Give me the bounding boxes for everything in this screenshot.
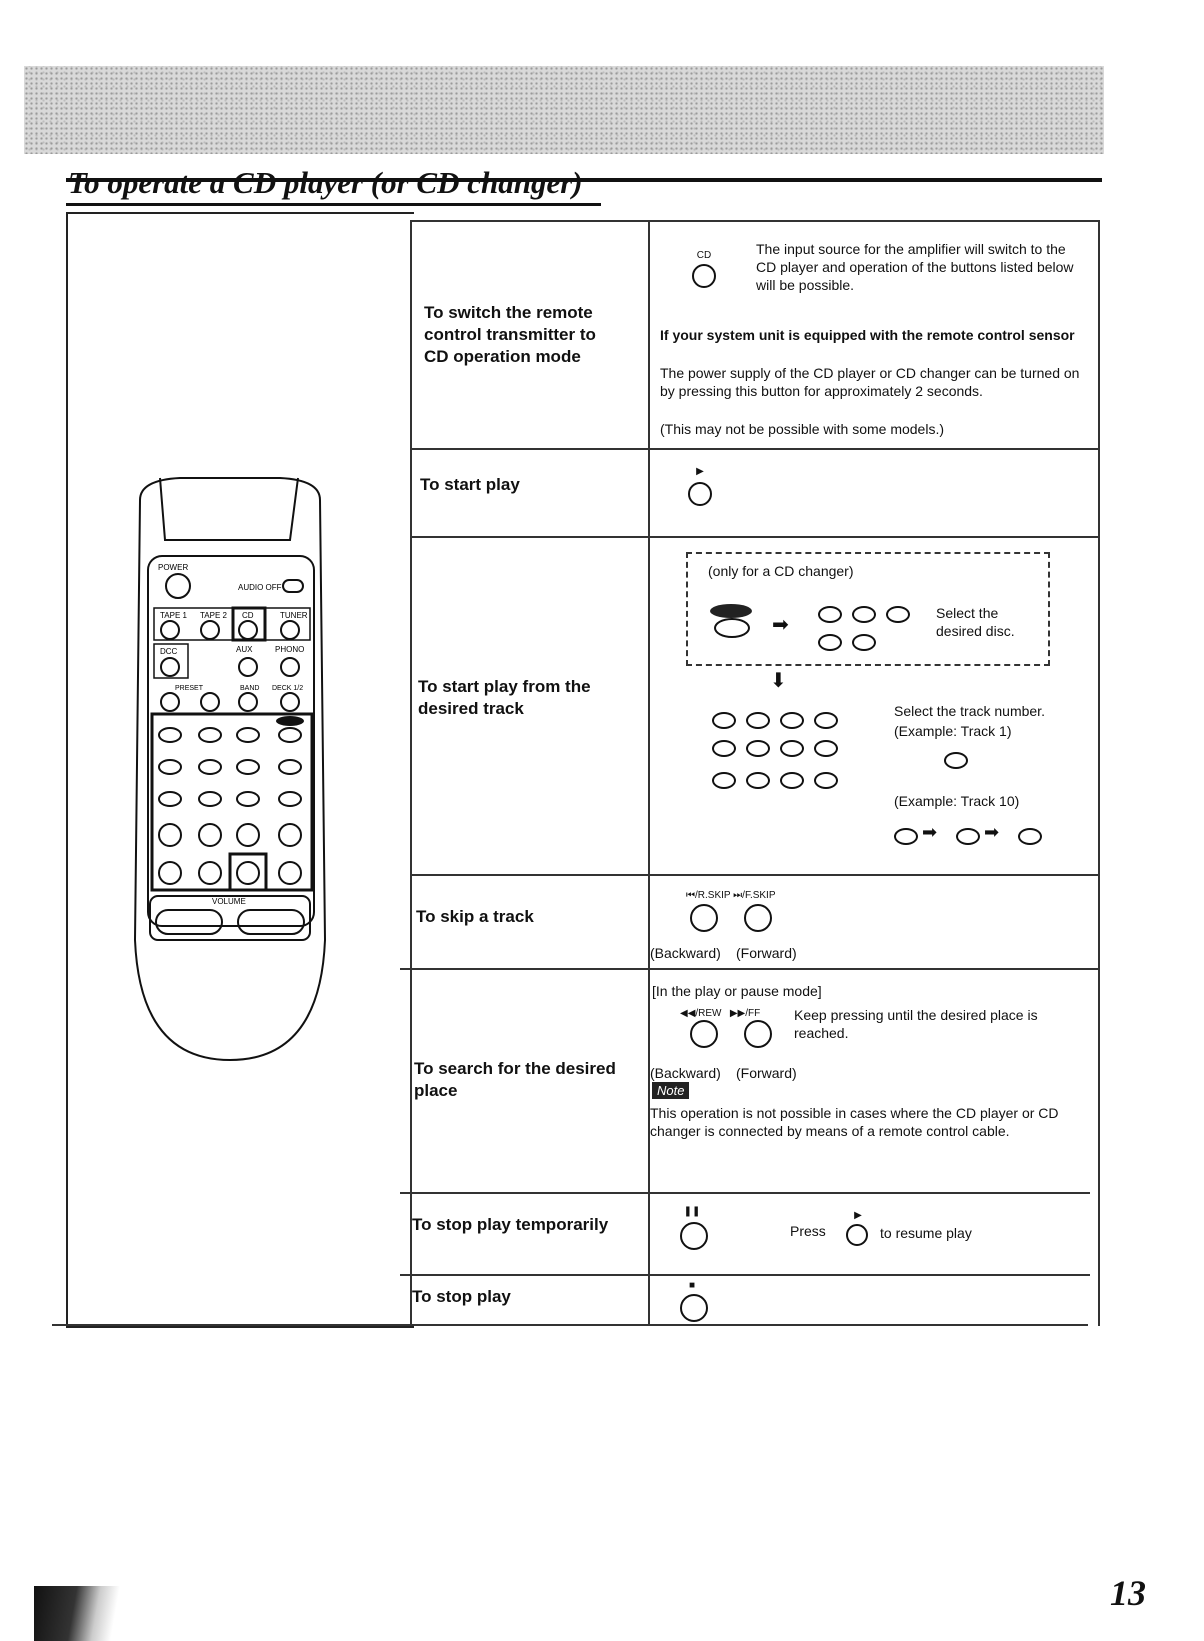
skip-forward-label: (Forward): [736, 945, 797, 961]
svg-text:AUDIO OFF: AUDIO OFF: [238, 583, 282, 592]
search-key-labels: ◀◀/REW ▶▶/FF: [680, 1008, 761, 1019]
arrow-right-icon: ➡: [922, 822, 938, 842]
row-label-pause: To stop play temporarily: [412, 1215, 609, 1234]
disc-key-2: [852, 606, 876, 623]
stop-button-icon: [680, 1294, 708, 1322]
column-divider: [410, 220, 412, 1326]
search-note: This operation is not possible in cases where the CD player or CD changer is connected by means of a remote control cable.: [650, 1105, 1059, 1139]
cd-mode-intro: The input source for the amplifier will switch to the CD player and operation of the buttons listed below will be possible.: [756, 241, 1074, 293]
bottom-border: [52, 1324, 1088, 1326]
track-key-6: [780, 740, 804, 757]
track-key-3: [780, 712, 804, 729]
track-key-7: [712, 772, 736, 789]
resume-play-icon: [846, 1224, 868, 1246]
pause-button-icon: [680, 1222, 708, 1250]
header-band: [24, 66, 1104, 154]
track-key-2: [746, 712, 770, 729]
fast-forward-icon: [744, 1020, 772, 1048]
skip-forward-icon: [744, 904, 772, 932]
example-key-1: [944, 752, 968, 769]
disc-button-icon: [710, 604, 752, 618]
right-border: [1098, 220, 1100, 1326]
svg-text:DECK 1/2: DECK 1/2: [272, 685, 304, 692]
sensor-body: The power supply of the CD player or CD changer can be turned on by pressing this button for approximately 2 seconds.: [660, 365, 1080, 399]
arrow-down-icon: ⬇: [770, 670, 787, 692]
pause-key-label: ❚❚: [683, 1206, 701, 1217]
sensor-aside: (This may not be possible with some models.): [660, 421, 944, 437]
row-label-start-play: To start play: [420, 475, 520, 494]
svg-text:TAPE 2: TAPE 2: [200, 611, 227, 620]
disc-hint: Select the desired disc.: [936, 605, 1015, 639]
track-key-10plus: [814, 740, 838, 757]
row-divider: [410, 448, 1100, 450]
example-track-1: (Example: Track 1): [894, 723, 1012, 739]
arrow-right-icon: ➡: [984, 822, 1000, 842]
stop-key-label: ■: [688, 1280, 696, 1291]
row-divider: [410, 874, 1100, 876]
track-key-9: [780, 772, 804, 789]
row-label-skip: To skip a track: [416, 907, 534, 926]
svg-text:TUNER: TUNER: [280, 611, 308, 620]
power-key-label: POWER: [158, 563, 189, 572]
title-underline: [66, 203, 601, 206]
skip-back-icon: [690, 904, 718, 932]
search-mode: [In the play or pause mode]: [652, 983, 822, 999]
example-key-1b: [956, 828, 980, 845]
search-instruction: Keep pressing until the desired place is reached.: [794, 1007, 1038, 1041]
svg-text:TAPE 1: TAPE 1: [160, 611, 187, 620]
svg-text:BAND: BAND: [240, 685, 260, 692]
cd-key-label: CD: [696, 250, 712, 261]
resume-play-key-label: ▶: [854, 1210, 862, 1221]
skip-backward-label: (Backward): [650, 945, 721, 961]
page-corner-shadow: [34, 1586, 120, 1641]
resume-text: to resume play: [880, 1225, 972, 1241]
resume-press: Press: [790, 1223, 826, 1239]
svg-text:DCC: DCC: [160, 647, 178, 656]
rewind-icon: [690, 1020, 718, 1048]
disc-key-5: [852, 634, 876, 651]
example-key-0: [1018, 828, 1042, 845]
row-divider: [400, 1192, 1090, 1194]
row-label-switch-mode: To switch the remote control transmitter to CD operation mode: [424, 303, 596, 366]
play-button-icon: [688, 482, 712, 506]
search-backward-label: (Backward): [650, 1065, 721, 1081]
example-key-10plus: [894, 828, 918, 845]
svg-text:PRESET: PRESET: [175, 685, 204, 692]
top-border: [410, 220, 1100, 222]
note-badge: Note: [652, 1082, 689, 1099]
track-hint: Select the track number.: [894, 703, 1045, 719]
track-key-5: [746, 740, 770, 757]
disc-oval-icon: [714, 618, 750, 638]
track-key-disc: [814, 712, 838, 729]
svg-text:VOLUME: VOLUME: [212, 897, 246, 906]
track-key-8: [746, 772, 770, 789]
column-divider-2: [648, 220, 650, 1326]
skip-key-labels: ⏮/R.SKIP ⏭/F.SKIP: [686, 890, 776, 901]
example-track-10: (Example: Track 10): [894, 793, 1020, 809]
svg-text:AUX: AUX: [236, 645, 253, 654]
disc-key-1: [818, 606, 842, 623]
play-key-label: ▶: [696, 466, 704, 477]
track-key-0: [814, 772, 838, 789]
svg-text:PHONO: PHONO: [275, 645, 305, 654]
page-number: 13: [1110, 1573, 1146, 1613]
svg-text:CD: CD: [242, 611, 254, 620]
row-divider: [400, 1274, 1090, 1276]
track-key-1: [712, 712, 736, 729]
disc-key-4: [818, 634, 842, 651]
row-label-search: To search for the desired place: [414, 1059, 616, 1100]
page-title: To operate a CD player (or CD changer): [68, 165, 583, 200]
changer-note: (only for a CD changer): [708, 563, 854, 579]
row-divider: [410, 536, 1100, 538]
remote-control-illustration: [120, 470, 340, 1070]
row-label-stop: To stop play: [412, 1287, 511, 1306]
disc-key-3: [886, 606, 910, 623]
cd-button-icon: [692, 264, 716, 288]
row-label-desired-track: To start play from the desired track: [418, 677, 591, 718]
row-divider: [400, 968, 1100, 970]
arrow-right-icon: ➡: [772, 614, 789, 636]
search-forward-label: (Forward): [736, 1065, 797, 1081]
sensor-subheading: If your system unit is equipped with the remote control sensor: [660, 327, 1075, 343]
track-key-4: [712, 740, 736, 757]
